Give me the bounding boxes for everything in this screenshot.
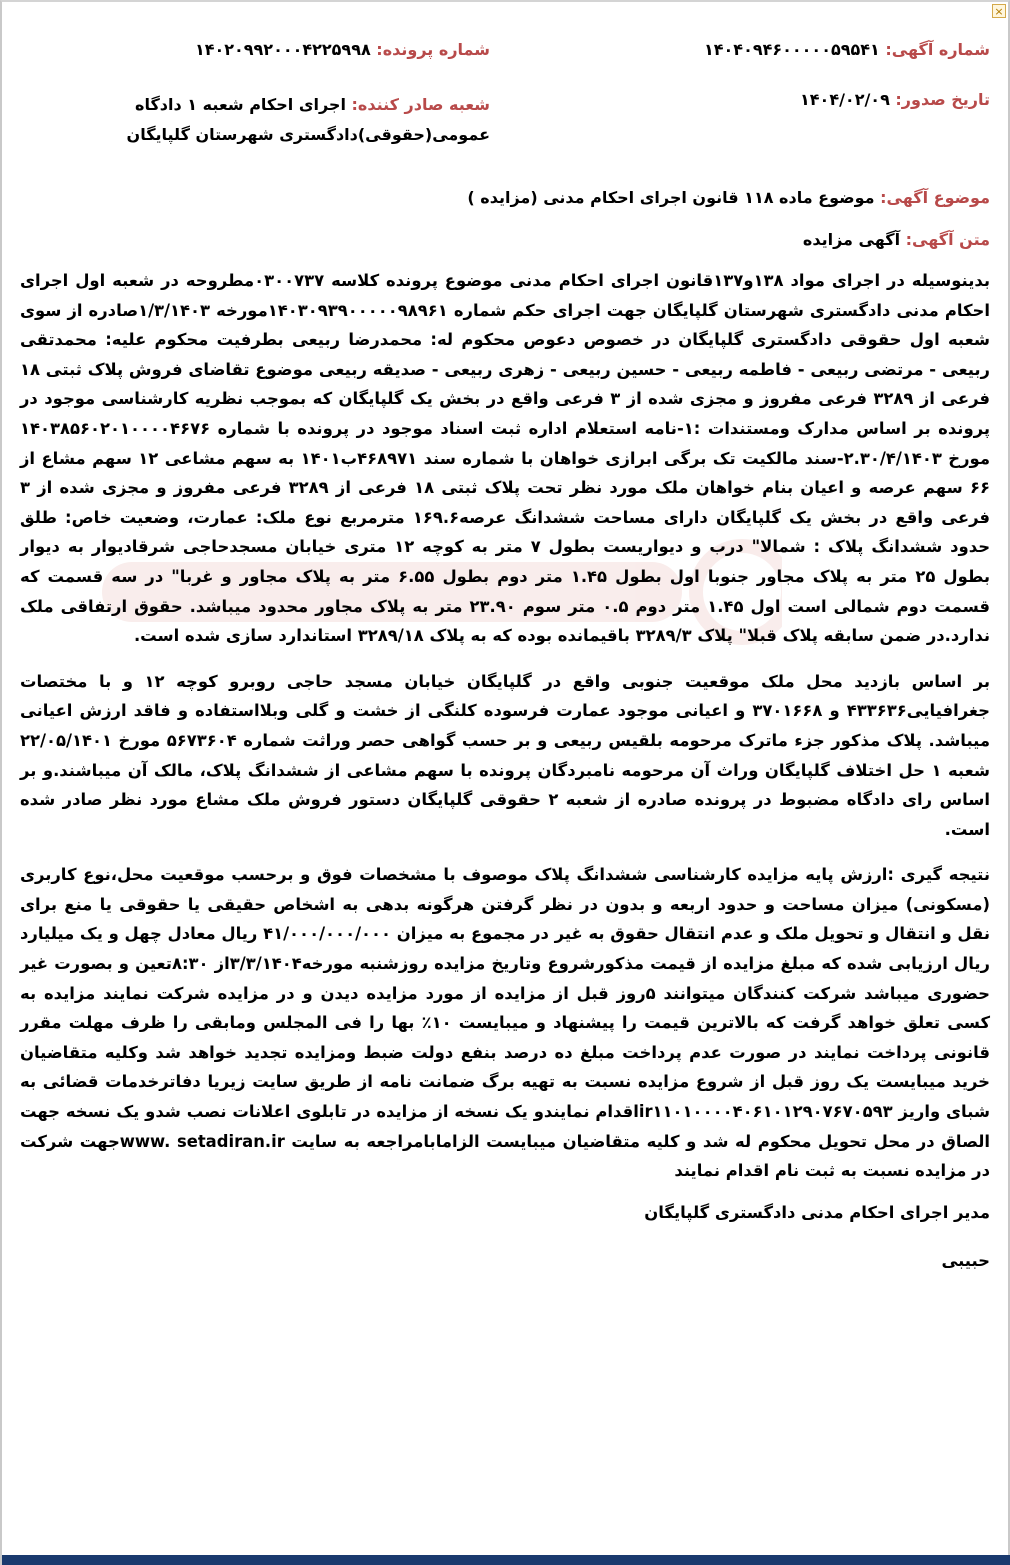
subject-label: موضوع آگهی: — [880, 188, 990, 207]
text-label: متن آگهی: — [905, 230, 990, 249]
issuer-label: شعبه صادر کننده: — [351, 95, 490, 114]
issue-date-label: تاریخ صدور: — [895, 90, 990, 109]
meta-row-numbers — [20, 40, 990, 90]
issuer — [20, 90, 490, 150]
notice-number-value: ۱۴۰۴۰۹۴۶۰۰۰۰۰۵۹۵۴۱ — [704, 40, 880, 59]
meta-row-issue — [20, 90, 990, 174]
body-paragraph-3: نتیجه گیری :ارزش پایه مزایده کارشناسی ششدانگ پلاک موصوف با مشخصات فوق و برحسب موقعیت محل،نوع کاربری (مسکونی) میزان مساحت و حدود اربعه و بدون در نظر گرفتن هرگونه بدهی به اشخاص حقیقی یا حقوقی یا منع برای نقل و انتقال و تحویل ملک و عدم انتقال حقوق به غیر در مجموع به میزان ۴۱/۰۰۰/۰۰۰/۰۰۰ ریال معادل چهل و یک میلیارد ریال ارزیابی شده که مبلغ مزایده از قیمت مذکورشروع وتاریخ مزایده روزشنبه مورخه۳/۳/۱۴۰۴از ۸:۳۰تعین و بصورت غیر حضوری میباشد شرکت کنندگان میتوانند ۵روز قبل از مزایده از مورد مزایده دیدن و در مزایده شرکت نمایند مزایده به کسی تعلق خواهد گرفت که بالاترین قیمت را پیشنهاد و میبایست ۱۰٪ بها را فی المجلس ومابقی را ظرف مهلت مقرر قانونی پرداخت نمایند در صورت عدم پرداخت مبلغ ده درصد بنفع دولت ضبط ومزایده تجدید خواهد شد وکلیه متقاضیان خرید میبایست یک روز قبل از شروع مزایده نسبت به تهیه برگ ضمانت نامه از طریق سایت زیریا دفاترخدمات قضائی به شبای واریز ir۱۱۰۱۰۰۰۰۴۰۶۱۰۱۲۹۰۷۶۷۰۵۹۳اقدام نمایندو یک نسخه از مزایده در تابلوی اعلانات نصب شدو یک نسخه جهت الصاق در محل تحویل محکوم له شد و کلیه متقاضیان میبایست الزامابامراجعه به سایت www. setadiran.irجهت شرکت در مزایده نسبت به ثبت نام اقدام نمایند — [20, 865, 991, 1181]
issue-date — [570, 90, 990, 109]
signature-title: مدیر اجرای احکام مدنی دادگستری گلپایگان — [644, 1202, 990, 1222]
text-value: آگهی مزایده — [802, 230, 901, 249]
body-paragraph-1: بدینوسیله در اجرای مواد ۱۳۸و۱۳۷قانون اجرای احکام مدنی موضوع پرونده کلاسه ۰۳۰۰۷۳۷مطروحه در شعبه اول اجرای احکام مدنی دادگستری شهرستان گلپایگان جهت اجرای حکم شماره ۱۴۰۳۰۹۳۹۰۰۰۰۰۹۸۹۶۱مورخه ۱/۳/۱۴۰۳صادره از سوی شعبه اول حقوقی دادگستری گلپایگان در خصوص دعوص محکوم له: محمدرضا ربیعی بطرفیت محکوم علیه: محمدتقی ربیعی - مرتضی ربیعی - فاطمه ربیعی - حسین ربیعی - زهری ربیعی - صدیقه ربیعی موضوع تقاضای فروش پلاک ثبتی ۱۸ فرعی از ۳۲۸۹ فرعی مفروز و مجزی شده از ۳ فرعی واقع در بخش یک گلپایگان که بموجب نظریه کارشناسی موجود در پرونده بر اساس مدارک ومستندات :۱-نامه استعلام اداره ثبت اسناد موجود در پرونده با شماره ۱۴۰۳۸۵۶۰۲۰۱۰۰۰۰۴۶۷۶ مورخ ۲.۳۰/۴/۱۴۰۳-سند مالکیت تک برگی ابرازی خواهان با شماره سند ۴۶۸۹۷۱ب۱۴۰۱ به سهم مشاعی ۱۲ سهم مشاع از ۶۶ سهم عرصه و اعیان بنام خواهان ملک مورد نظر تحت پلاک ثبتی ۱۸ فرعی از ۳۲۸۹ فرعی مفروز و مجزی شده از ۳ فرعی واقع در بخش یک گلپایگان دارای مساحت ششدانگ عرصه۱۶۹.۶ مترمربع نوع ملک: عمارت، وضعیت خاص: طلق حدود ششدانگ پلاک : شمالا" درب و دیواریست بطول ۷ متر به کوچه ۱۲ متری خیابان مسجدحاجی شرقادیوار به دیوار بطول ۲۵ متر به پلاک مجاور جنوبا اول بطول ۱.۴۵ متر دوم بطول ۶.۵۵ متر به پلاک مجاور و غربا" در سه قسمت که قسمت دوم شمالی است اول ۱.۴۵ متر دوم ۰.۵ متر سوم ۲۳.۹۰ متر به پلاک مجاور محدود میباشد. حقوق ارتفاقی ملک ندارد.در ضمن سابقه پلاک قبلا" پلاک ۳۲۸۹/۳ باقیمانده بوده که به پلاک ۳۲۸۹/۱۸ استاندارد سازی شده است. — [20, 271, 991, 646]
close-button[interactable] — [992, 4, 1006, 18]
signature-name: حبیبی — [941, 1250, 990, 1270]
notice-text-heading — [20, 226, 990, 254]
file-number-label: شماره پرونده: — [376, 40, 490, 59]
issue-date-value: ۱۴۰۴/۰۲/۰۹ — [800, 90, 890, 109]
close-icon: × — [994, 5, 1004, 18]
notice-content — [20, 40, 990, 1276]
file-number-value: ۱۴۰۲۰۹۹۲۰۰۰۴۲۲۵۹۹۸ — [194, 40, 371, 59]
bottom-bar — [2, 1555, 1010, 1565]
notice-number-label: شماره آگهی: — [885, 40, 990, 59]
notice-number — [570, 40, 990, 59]
notice-subject — [20, 184, 990, 212]
body-paragraph-2: بر اساس بازدید محل ملک موقعیت جنوبی واقع در گلپایگان خیابان مسجد حاجی روبرو کوچه ۱۲ و با مختصات جغرافیایی۴۳۳۶۳۶ و ۳۷۰۱۶۶۸ و اعیانی موجود عمارت فرسوده کلنگی از خشت و گلی وبلااستفاده و فاقد ارزش اعیانی میباشد. پلاک مذکور جزء ماترک مرحومه بلقیس ربیعی و بر حسب گواهی حصر وراثت شماره ۵۶۷۳۶۰۴ مورخ ۲۲/۰۵/۱۴۰۱ شعبه ۱ حل اختلاف گلپایگان وراث آن مرحومه نامبردگان پرونده با سهم مشاعی از ششدانگ پلاک، مالک آن میباشند.و بر اساس رای دادگاه مضبوط در پرونده صادره از شعبه ۲ حقوقی گلپایگان دستور فروش ملک مشاع مورد نظر صادر شده است. — [20, 671, 990, 839]
issuer-value: اجرای احکام شعبه ۱ دادگاه عمومی(حقوقی)دادگستری شهرستان گلپایگان — [126, 95, 490, 144]
file-number — [20, 40, 490, 59]
subject-value: موضوع ماده ۱۱۸ قانون اجرای احکام مدنی (مزایده ) — [467, 188, 875, 207]
